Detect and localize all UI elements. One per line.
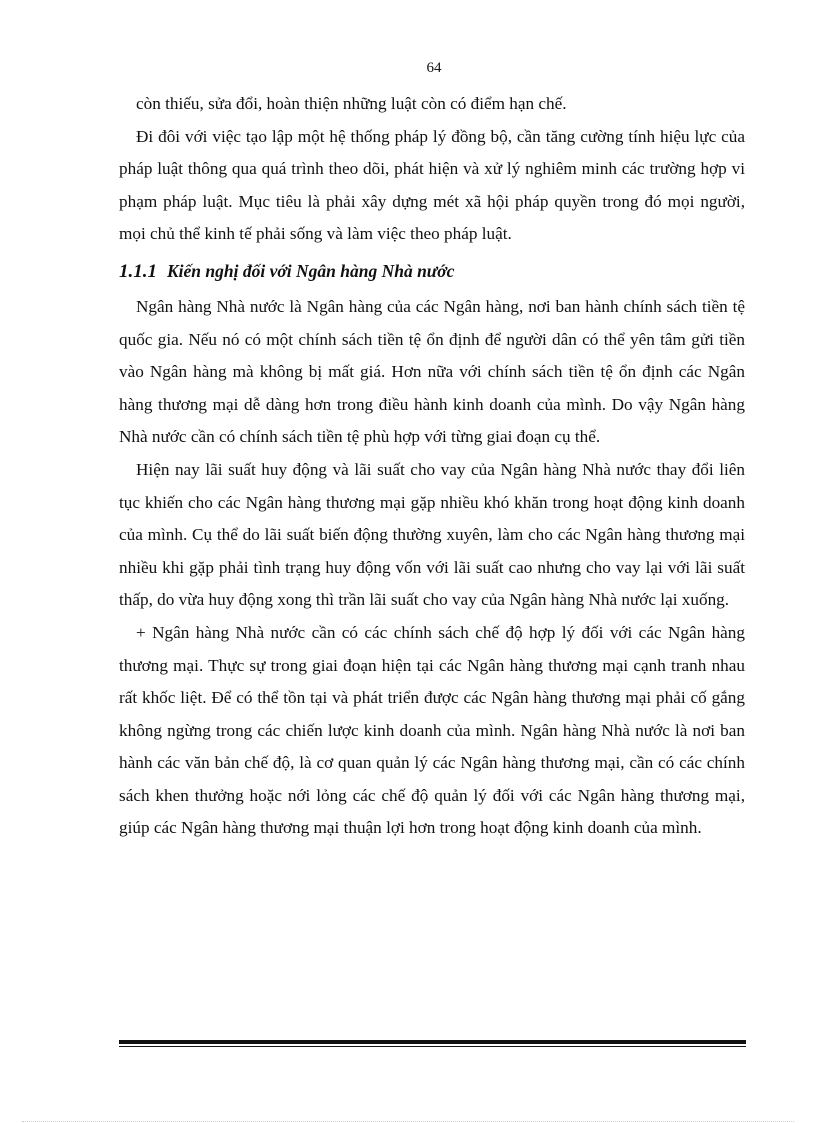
section-number: 1.1.1 <box>119 260 157 282</box>
paragraph: Ngân hàng Nhà nước là Ngân hàng của các Ngân hàng, nơi ban hành chính sách tiền tệ quốc gia. Nếu nó có một chính sách tiền tệ ổn định để người dân có thể yên tâm gửi tiền vào Ngân hàng mà không bị mất giá. Hơn nữa với chính sách tiền tệ ổn định các Ngân hàng thương mại dễ dàng hơn trong điều hành kinh doanh của mình. Do vậy Ngân hàng Nhà nước cần có chính sách tiền tệ phù hợp với từng giai đoạn cụ thể. <box>119 296 745 447</box>
page-number: 64 <box>426 60 442 76</box>
section-title: Kiến nghị đối với Ngân hàng Nhà nước <box>167 260 455 281</box>
paragraph: + Ngân hàng Nhà nước cần có các chính sách chế độ hợp lý đối với các Ngân hàng thương mại. Thực sự trong giai đoạn hiện tại các Ngân hàng thương mại cạnh tranh nhau rất khốc liệt. Để có thể tồn tại và phát triển được các Ngân hàng thương mại phải cố gắng không ngừng trong các chiến lược kinh doanh của mình. Ngân hàng Nhà nước là nơi ban hành các văn bản chế độ, là cơ quan quản lý các Ngân hàng thương mại, cần có các chính sách khen thưởng hoặc nới lỏng các chế độ quản lý đối với các Ngân hàng thương mại, giúp các Ngân hàng thương mại thuận lợi hơn trong hoạt động kinh doanh của mình. <box>119 622 745 838</box>
footer-rule-thick <box>119 1040 746 1044</box>
footer-rule-thin <box>119 1046 746 1047</box>
paragraph: còn thiếu, sửa đổi, hoàn thiện những luật còn có điểm hạn chế. <box>136 94 567 113</box>
paragraph: Đi đôi với việc tạo lập một hệ thống pháp lý đồng bộ, cần tăng cường tính hiệu lực của pháp luật thông qua quá trình theo dõi, phát hiện và xử lý nghiêm minh các trường hợp vi phạm pháp luật. Mục tiêu là phải xây dựng mét xã hội pháp quyền trong đó mọi người, mọi chủ thể kinh tế phải sống và làm việc theo pháp luật. <box>119 126 745 244</box>
page-bottom-dotted-line <box>22 1121 794 1122</box>
section-heading <box>119 253 745 290</box>
paragraph: Hiện nay lãi suất huy động và lãi suất cho vay của Ngân hàng Nhà nước thay đổi liên tục khiến cho các Ngân hàng thương mại gặp nhiều khó khăn trong hoạt động kinh doanh của mình. Cụ thể do lãi suất biến động thường xuyên, làm cho các Ngân hàng thương mại nhiều khi gặp phải tình trạng huy động vốn với lãi suất cao nhưng cho vay lại với lãi suất thấp, do vừa huy động xong thì trần lãi suất cho vay của Ngân hàng Nhà nước lại xuống. <box>119 459 745 610</box>
document-body <box>119 88 745 845</box>
